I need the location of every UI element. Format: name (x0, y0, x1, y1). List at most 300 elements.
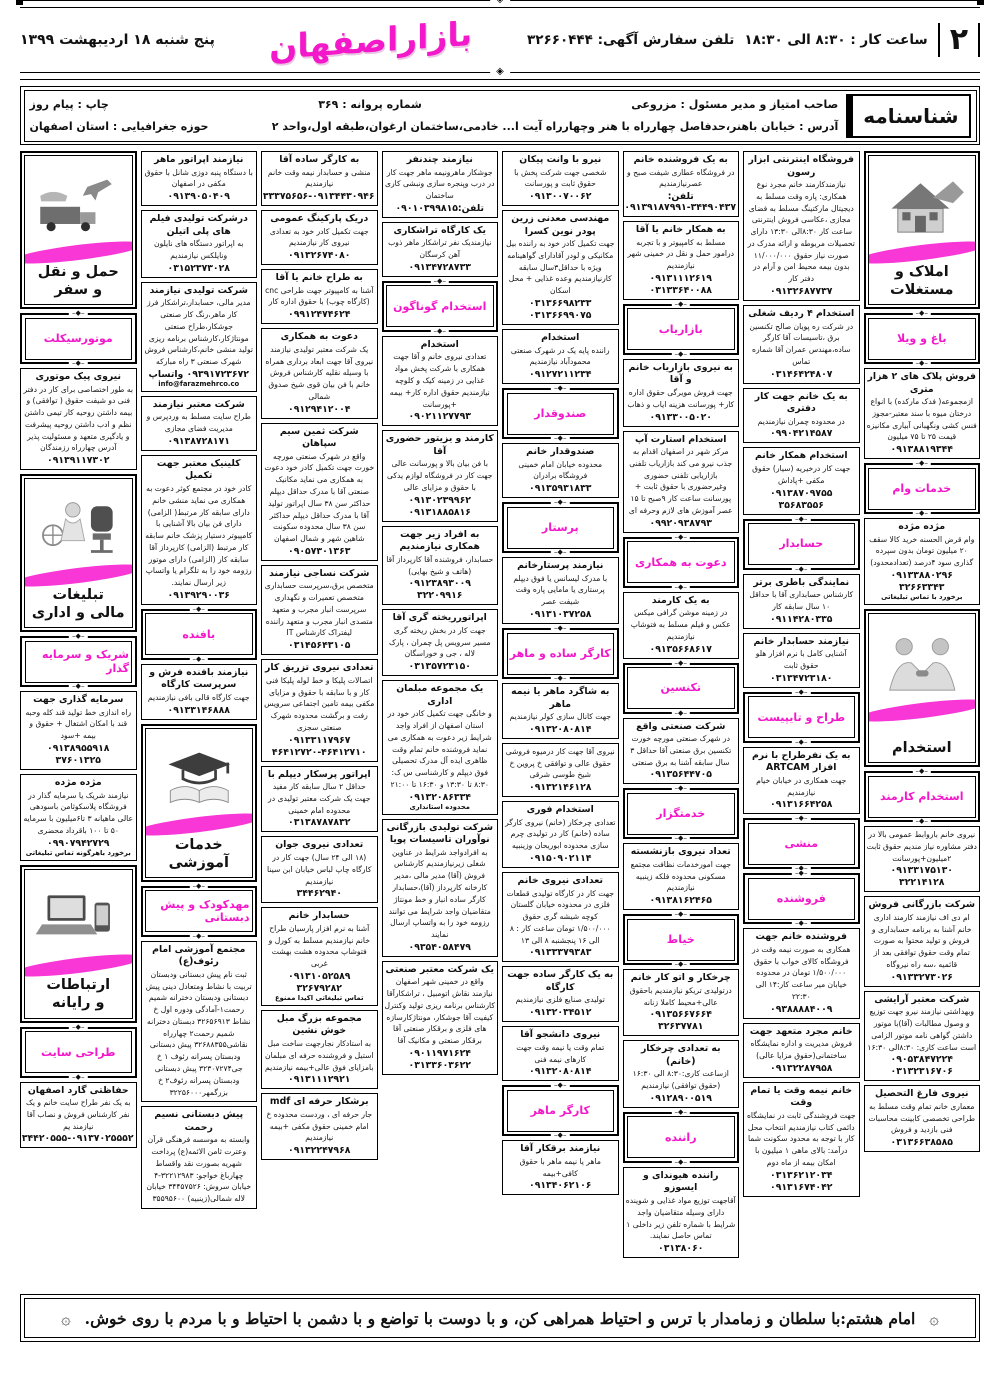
ad-title: به یک کارمند (651, 594, 710, 606)
page-footer (20, 1294, 980, 1342)
ad-body: معماری خانم تمام وقت مسلط به طراحی تخصصی کابینت محاسبات فنی بازدید و فروش (868, 1101, 976, 1135)
ad-title: کارمند و یزیتور حضوری آقا (385, 433, 494, 457)
ad-body: ازساعت کاری:۸:۳۰ الی ۱۶:۳۰ (حقوق توافقی) نیازمندیم (632, 1069, 729, 1091)
ad-box (261, 907, 378, 1006)
category-label-frame (507, 507, 615, 549)
ad-body: به استادکار نجارجهت ساخت مبل استیل و فروشنده حرفه ای مبلمان بامزایای فوق عالی+بیمه نیازمندیم (265, 1038, 374, 1072)
ad-box (382, 336, 499, 426)
ad-body: به اپراتور دستگاه های نایلون ونایلکس نیازمندیم (154, 239, 244, 260)
ad-body: منشی و حسابدار نیمه وقت خانم نیازمندیم (267, 167, 371, 189)
ad-title: استخدام (541, 332, 580, 343)
ad-title: چرخکار و اتو کار خانم (630, 972, 731, 984)
ad-box (20, 691, 137, 770)
ad-body: نیازمندیک نفر تراشکار ماهر ذوب آهن کرسگان (388, 238, 492, 260)
ad-body: جهت فروش مویرگی حقوق اداره کار+ پورسانت هزینه ایاب و ذهاب (627, 388, 735, 409)
ad-box (864, 1085, 981, 1152)
work-hours: ساعت کار : ۸:۳۰ الی ۱۸:۳۰ (744, 32, 928, 48)
ad-title: تعدادی نیروی جوان (275, 839, 364, 851)
category-image-label: استخدام (891, 739, 952, 756)
ad-phone: ۰۹۱۳۲۲۴۷۹۶۸ (288, 1145, 351, 1157)
category-label-box (20, 313, 137, 364)
ad-phone: ۰۹۹۱۲۴۷۴۶۲۴ (288, 309, 351, 321)
ad-box (382, 819, 499, 957)
ad-title: فروش پلاک های ۲ هزار متری (867, 371, 976, 395)
category-image-frame (868, 613, 977, 763)
ad-title: حسابدار خانم (288, 910, 350, 922)
ad-title: نیرو با وانت پیکان (519, 154, 602, 165)
category-label: –◆– طراح و تایپیست (757, 710, 846, 724)
category-image-box (864, 609, 981, 767)
ad-body: کارشناس حسابداری آقا با حداقل ۱۰ سال سابقه کار (749, 590, 854, 611)
category-label-box (382, 281, 499, 332)
newspaper-logo: بازاراصفهان (269, 13, 473, 67)
ad-title: صندوقدار خانم (526, 446, 595, 458)
ad-box (743, 1082, 860, 1197)
ad-body: در فروشگاه عطاری شیفت صبح و عصرنیازمندیم (627, 167, 735, 189)
ad-title: شرکت نساجی نیازمند (269, 567, 370, 579)
ad-title: شرکت ثمین سیم سپاهان (279, 425, 359, 450)
ad-body: جهت تکمیل کادر خود به تعدادی نیروی کار نیازمندیم (269, 226, 369, 248)
ad-title: پیش دبستانی نسیم رحمت (154, 1109, 244, 1133)
ad-box (382, 222, 499, 277)
ad-box (864, 368, 981, 459)
ad-box (261, 565, 378, 655)
ad-body: شخصی جهت شرکت پخش با حقوق ثابت و پورسانت (514, 167, 607, 189)
ad-body: حسابدار، فروشنده آقا کارپرداز آقا (هاتف و شیخ بهایی) (386, 554, 494, 576)
ad-body: با مدرک لیسانس یا فوق دیپلم پرستاری یا مامایی پاره وقت شیفت عصر (513, 573, 608, 607)
ad-phone: ۰۹۳۸۸۸۸۴۰۰۹ (770, 1003, 833, 1015)
ad-box (141, 282, 258, 392)
ad-phone: ۰۹۱۳۲۰۳۴۵۱۲ (529, 1007, 592, 1019)
ad-title: شرکت معتبر آرایشی (874, 993, 970, 1005)
ad-title: نیازمند بافنده فرش و سرپرست کارگاه (149, 666, 249, 691)
ad-box (502, 210, 619, 325)
category-label: –◆– تکنسین (660, 681, 702, 695)
ad-body: متخصص برق،سرپرست حسابداری متخصص تعمیرات و نگهداری سرپرست انبار مجرب و متعهد متصدی انبار مجرب و متعهد راننده لیفتراک کارشناس IT (264, 581, 374, 638)
category-label-box (743, 692, 860, 743)
ad-phone: ۰۳۱۳۳۶۴۰۰۸۸ (649, 284, 712, 296)
category-label: –◆– فروشنده (776, 892, 826, 906)
ad-body: وبهداشتی نیازمند نیرو جهت توزیع و وصول مطالبات (آقا)با موتور داشتن گواهی نامه موتور الزامی است ساعت کاری: ۸:۳۰الی ۱۶:۳۰ (867, 1007, 977, 1052)
ad-title: تعدادی نیروی تزریق کار (265, 662, 374, 674)
category-label: –◆– طراحی سایت (40, 1045, 116, 1059)
page-header (20, 10, 980, 70)
ad-phone: ۰۹۱۳۵۹۳۱۸۳۳ (529, 483, 592, 495)
ad-body: ام دی اف نیازمند کارمند اداری خانم آشنا به برنامه حسابداری و فروش و تولید محتوا به صورت تمام وقت حقوق توافقی بعد از قائمیه ،سه راه نیروگاه (871, 912, 972, 969)
ad-body: همکاری به صورت نیمه وقت در فروشگاه کالای خواب با حقوق ۱/۵۰۰/۰۰۰ تومان در محدوده خیابان میر ساعت کار:۱۴ الی ۲۲:۳۰ (751, 944, 851, 1001)
ad-body: جهت کارگاه قالی بافی نیازمندیم (147, 693, 250, 702)
category-label-box (864, 463, 981, 514)
category-label: –◆– مهدکودک و پیش دبستانی (160, 898, 250, 925)
ad-phone: ۰۹۰۵۷۳۰۱۳۶۳ (288, 545, 351, 557)
ad-title: نیازمند حسابدار خانم (753, 635, 850, 647)
ad-phone: ۰۹۱۵۰۹۰۲۱۱۴ (529, 853, 592, 864)
ad-box (864, 991, 981, 1082)
ad-body: نیازمند شریک یا سرمایه گذار در فروشگاه پلاسکوثامن باسودهی عالی ماهیانه ۳ تا۶میلیون با سرمایه ۵۰ تا ۱۰۰ باقرداد محضری (23, 790, 134, 835)
ad-body: تمام وقت یا نیمه وقت جهت کارهای نیمه فنی (516, 1042, 605, 1064)
ad-body: جهت تکمیل کادر خود به راننده بیل مکانیکی و لودر آقادارای گواهینامه ویژه با حداقل۳سال سابقه کارنیازمندیم وعده غذایی + محل اسکان (506, 239, 615, 296)
ad-box (382, 430, 499, 521)
category-label-box (743, 519, 860, 570)
ad-body: با فن بیان بالا و پورسانت عالی جهت کار در فروشگاه لوازم یدکی با حقوق و مزایای عالی (387, 459, 493, 492)
masthead (20, 86, 980, 145)
ad-phone: ۰۹۱۳۹۰۵۰۴۰۹ (167, 191, 230, 203)
category-label-box (623, 663, 740, 714)
ad-phone: ۰۹۱۲۸۹۰۰۵۱۹ (649, 1092, 712, 1104)
ad-box (623, 431, 740, 533)
ad-order-phone: تلفن سفارش آگهی: ۳۲۶۶۰۴۴۴ (526, 32, 735, 48)
ad-box (261, 1010, 378, 1089)
ad-box (382, 526, 499, 606)
ad-box (261, 766, 378, 833)
ad-title: به کارگر ساده آقا (279, 154, 360, 165)
category-label: –◆– منشی (784, 837, 819, 851)
ad-box (623, 151, 740, 217)
footer-quote: امام هشتم:با سلطان و زمامدار با ترس و احتیاط همراهی کن، و با دوست با تواضع و با دشمن با احتیاط و با مردم با روی خوش. (84, 1308, 916, 1328)
ad-box (623, 969, 740, 1036)
ad-box (623, 592, 740, 659)
corner-mark-left (16, 0, 23, 5)
ad-title: حفاظتی گارد اصفهان (27, 1084, 129, 1096)
ad-body: نیازمندکارمند خانم مجرد نوع همکاری: پاره وقت مسلط به دیجیتال مارکتینگ مسلط به فضای مجازی ،عکاسی فروش اینترنتی ساعت کار ۸:۳۰الی ۱۳:۳۰ دارای تحصیلات مربوطه و ارائه مدرک در صورت نیاز حقوق ۱۱/۰۰۰/۰۰۰ بدون بیمه محیط امن و آرام در دفتر کار (747, 180, 855, 284)
category-image-frame (145, 728, 254, 878)
category-image-box (20, 151, 137, 309)
category-label-box (141, 609, 258, 660)
category-label: –◆– باغ و ویلا (896, 331, 947, 345)
ad-phone: ۰۹۱۲۷۲۱۱۲۳۴ (529, 369, 592, 381)
ad-phone: ۰۹۱۳۰۰۷۰۰۶۲ (529, 191, 592, 203)
ad-phone: ۰۹۱۳۹۲۹۰۰۳۶ (167, 589, 230, 601)
ad-title: دعوت به همکاری (280, 331, 358, 343)
ad-box (141, 664, 258, 720)
ad-phone: ۳۳۳۷۵۶۵۶-۰۹۱۳۴۴۳۰۹۴۶ (262, 191, 375, 203)
ad-title: نیروی دانشجو آقا (520, 1029, 601, 1041)
category-label: –◆– صندوقدار (534, 406, 587, 420)
ad-body: و خانگی جهت تکمیل کادر خود در استان اصفهان از افراد واجد شرایط زیر دعوت به همکاری می نماید فروشنده خانم تمام وقت ظاهری ایده آل مدرک تحصیلی فوق دیپلم و کارشناسی س ک: ۸:۳۰ تا ۱۳:۳۰ و ۱۶:۳۰ تا ۲۱:۰۰ (387, 709, 492, 789)
category-label: –◆– کارگر ساده و ماهر (509, 646, 611, 660)
ad-phone: ۰۹۱۳۸۹۵۵۹۱۸ (47, 742, 110, 754)
corner-mark-right (977, 0, 984, 5)
category-label-box (623, 1112, 740, 1163)
ad-title: فروشگاه اینترنتی ابزار رسون (748, 154, 854, 178)
ad-box (623, 221, 740, 300)
ad-body: جوشکار ماهرونیمه ماهر جهت کار در درب وپنجره سازی ونبشی کاری ساختمان (385, 167, 495, 201)
category-label-frame (627, 541, 735, 583)
category-label-frame (868, 468, 976, 510)
ad-phone: ۰۳۱۳۵۷۲۳۱۵۰ (408, 661, 471, 673)
column-realestate-loans-employment (864, 151, 981, 1287)
ad-body: حداقل ۲ سال سابقه کار مفید جهت یک شرکت معتبر تولیدی در محدوده امام خمینی (268, 782, 371, 815)
ad-box (502, 872, 619, 962)
ad-body: ثبت نام پیش دبستانی ودبستان تربیت با نشاط ومتعادل دینی پیش دبستانی ودبستان دخترانه شمیم رحمت۱-آمادگی ودوره اول خ نشاط ۳۲۶۵۶۹۱۳ دبستان دخترانه شمیم رحمت۲ چهارراه نقاشی۳۲۶۸۸۳۵۵ پیش دبستانی ودبستان پسرانه رئوف ۱ خ جی۳۲۳۰۷۲۷۴ پیش دبستانی ودبستان پسرانه رئوف۲ خ بزرگمهر۳۲۲۵۶۰۰۰ (145, 969, 252, 1097)
ad-body: تعدادی چرخکار (خانم) نیروی کارگر ساده (خانم) کار در تولیدی چرم سازی محدوده ابوریحان وزینبیه (505, 817, 616, 851)
ad-title: دریک پارکینگ عمومی (270, 213, 369, 225)
ad-phone: ۰۹۱۳۳۱۴۶۸۸۸ (167, 704, 230, 716)
ad-phone: ۰۹۱۳۲۲۸۷۹۵۸ (770, 1062, 833, 1074)
ad-title: کلینیک معتبر جهت تکمیل (156, 457, 241, 482)
ad-title: شرکت تولیدی نیازمند (149, 284, 248, 296)
category-label-box (743, 818, 860, 869)
ad-title: فروشنده خانم جهت (755, 931, 848, 943)
category-label-box (502, 628, 619, 679)
ad-body: وام قرض الحسنه خرید کالا سقف ۲۰ میلیون تومان بدون سپرده گذاری سود ۴درصد (تعدادمحدود) (869, 534, 975, 568)
ad-body: در شرکت ره پویان صالح تکنسین برق ،تاسیسات آقا کارگر ساده،مهندس عمران آقا شماره تماس (749, 321, 854, 366)
ad-title: اپراتورریخته گری آقا (392, 612, 487, 624)
ad-title: به شاگرد ماهر یا نیمه ماهر (511, 686, 610, 710)
column-accounting-sales (743, 151, 860, 1287)
ad-phone: ۳۷۶۰۱۳۲۵ (55, 754, 101, 766)
ad-body: واقع در شهرک صنعتی مورچه خورت جهت تکمیل کادر خود دعوت به همکاری می نماید مکانیک صنعتی آقا با مدرک حداقل دیپلم حداکثر سن ۳۸ سال اپراتور تولید آقا با مدرک حداقل دیپلم حداکثر سن ۳۸ سال محدوده سکونت شاهین شهر و شمال اصفهان (264, 451, 375, 544)
category-label-frame (386, 285, 494, 327)
category-image-box (20, 474, 137, 632)
ad-phone: ۰۹۱۳۵۶۶۷۶۶۴ (649, 1009, 712, 1021)
ad-body: کادر خود در مجتمع کوثر دعوت به همکاری می نماید منشی خانم دارای سابقه کار مرتبط( الزامی) دارای فن بیان بالا آشنایی با کامپیوتر دستیار پزشک خانم سابقه کار مرتبط (الزامی) کارپرداز آقا سابقه کار (الزامی) دارای موتور رزومه خود را به تلگرام یا واتساپ زیر ارسال نمایند. (145, 484, 253, 588)
ad-title: مجتمع آموزشی امام رئوف(ع) (152, 943, 246, 968)
category-label: –◆– استخدام کارمند (879, 789, 964, 803)
ad-title: شرکت صنعتی واقع (636, 720, 726, 732)
ad-title: مهندسی معدنی زرین پودر نوین کسرا (511, 213, 610, 237)
ad-phone: ۳۵۶۸۳۵۵۶ (778, 499, 824, 511)
masthead-owner: صاحب امتیاز و مدیر مسئول : مزروعی (631, 98, 839, 111)
ad-phone: ۰۹۱۳۱۱۱۲۹۲۱ (288, 1074, 351, 1086)
ad-body: فروش مدیریت و اداره نمایشگاه ساختمانی(حقوق مزایا عالی) (750, 1039, 852, 1060)
ad-title: استخدام ۴ ردیف شغلی (748, 307, 855, 319)
ad-title: به نیروی بازاریاب خانم و آقا (628, 361, 733, 386)
ad-box (20, 774, 137, 861)
footer-ornament-left: ۞ (61, 1308, 71, 1328)
ad-title: شرکت معتبر نیازمند (152, 398, 245, 410)
ad-phone: ۰۹۱۳۳۰۰۵۰۲۰ (649, 411, 712, 423)
ad-box (141, 151, 258, 206)
ad-title: یک شرکت معتبر صنعتی (385, 963, 494, 975)
ad-body: تولیدی صنایع فلزی نیازمندیم (515, 995, 605, 1005)
category-label: –◆– خدمات وام (892, 482, 952, 496)
ad-body: آشنا به کامپیوتر جهت طراحی cnc (کارگاه چوب) با حقوق اداره کار (265, 285, 374, 307)
ad-body: با دستگاه پنبه دوزی شانل با حقوق مکفی در اصفهان (144, 167, 253, 189)
ad-phone: ۳۲۶۷۹۲۸۲ (296, 982, 342, 994)
ad-title: استخدام همکار خانم (754, 450, 848, 462)
ad-body: ازمجموعه( فدک مارکده) با انواع درختان میوه با سند معتبر-مجوز فنس کشی ونگهبانی آبیاری مکانیزه قیمت ۲۵ تا ۷۵ میلیون (866, 397, 977, 442)
ad-phone: ۰۳۱۳۳۶۰۳۶۲۲ (408, 1059, 471, 1071)
category-label-frame (25, 641, 133, 683)
ad-phone: ۰۹۱۳۸۷۰۹۷۵۵ (770, 487, 833, 499)
category-label-frame (627, 793, 735, 835)
category-label-frame (627, 667, 735, 709)
ad-body: به افرادواجد شرایط در عناوین شغلی زیرنیازمندیم کارشناس فروش (آقا) مدیر مالی ،مدیر کارخانه کارپرداز (آقا)،حسابدار کارگر ساده انبار و خط مونتاژ متقاضیان واجد شرایط می توانند رزومه خود را به واتساپ ارسال نمایند (388, 847, 491, 940)
ad-phone: تلفن:۰۹۰۱۰۳۹۹۸۱۵ (395, 202, 484, 214)
ad-title: نیازمند چندنفر (406, 154, 473, 165)
ad-body: جهت فروشندگی ثابت در نمایشگاه دائمی کتاب نیازمندیم انتخاب محل کار با توجه به محدود سکونت شما درآمد: بالای ماهی ۱ میلیون با امکان بیمه از ماه دوم (746, 1110, 856, 1167)
ad-body: نیروی خانم باروابط عمومی بالا در دفتر مشاوره نیاز مندیم حقوق ثابت ۲میلیون+پورسانت (866, 830, 977, 863)
ad-title: مژده مژده (54, 776, 102, 788)
ad-phone: ۰۹۱۳۳۲۷۳۰۲۶ (890, 971, 953, 983)
ad-box (141, 941, 258, 1103)
ad-title: به یک کارگر ساده جهت کارگاه (507, 969, 614, 993)
ad-body: نیروی آقا جهت کار درمیوه فروشی حقوق عالی و توافقی خ پروین خ شیخ طوسی شرقی (505, 746, 615, 780)
ad-phone: تلفن: ۳۴۴۹۰۴۳۷-۰۹۱۳۹۱۸۷۹۹۱ (624, 191, 736, 214)
ad-box (502, 443, 619, 498)
ad-box (743, 1023, 860, 1078)
ad-phone: ۳۴۴۶۲۹۴۰ (296, 888, 342, 900)
category-label-box (141, 886, 258, 937)
ad-box (743, 633, 860, 688)
ad-phone: ۰۳۱۳۲۳۱۶۷۰۶ (890, 1066, 953, 1078)
ad-phone: ۰۹۱۳۸۱۶۲۴۶۵ (649, 895, 712, 907)
masthead-printer: چاپ : پیام روز (29, 98, 109, 111)
category-label-box (20, 1027, 137, 1078)
ad-title: سرمایه گذاری جهت (33, 694, 124, 706)
masthead-region: حوزه جغرافیایی : استان اصفهان (29, 120, 209, 133)
ad-phone: ۰۹۰۱۱۹۷۱۶۲۴ (408, 1047, 471, 1059)
ad-title: به طراح خانم یا آقا (275, 272, 363, 284)
category-label-frame (868, 776, 976, 818)
ad-box (743, 928, 860, 1018)
ad-title: به یک نفرطراح با نرم افزار ARTCAM (751, 749, 851, 774)
ad-phone: ۰۹۱۳۲۶۸۷۷۳۷ (770, 285, 833, 297)
handshake-icon (869, 618, 976, 710)
ad-box (623, 1040, 740, 1108)
category-label: –◆– شریک و سرمایه گذار (42, 648, 129, 675)
ad-title: یک مجموعه مبلمان اداری (396, 683, 484, 707)
category-label-box (623, 537, 740, 588)
ad-phone: ۰۹۱۳۱۰۵۲۵۸۹ (288, 970, 351, 982)
ad-box (864, 518, 981, 605)
column-drivers-workers (502, 151, 619, 1287)
category-image-frame (24, 155, 133, 305)
ad-phone: ۰۹۱۳۲۰۸۰۸۱۴ (529, 723, 592, 735)
ad-phone: ۰۳۱۳۸۰۶۰ (658, 1243, 704, 1255)
ad-body: وابسته به موسسه فرهنگی قرآن وعترت ثامن الائمه(ع) پرداخت شهریه بصورت نقد واقساط چهارباغ خواجو: ۳۲۲۱۲۹۸۳-۴ خیابان سروش: ۳۴۴۵۷۵۲۶ خیابان لاله شمالی(زینبیه) ۳۵۵۹۵۶۰۰ (146, 1135, 252, 1204)
ad-phone: ۰۹۱۳۱۶۶۴۲۵۸ (770, 799, 833, 811)
category-label-frame (145, 613, 253, 655)
ad-phone: ۰۹۱۳۳۱۷۵۱۳۰ (890, 865, 953, 877)
ad-title: تعداد نیروی بازنشسته (630, 846, 731, 858)
category-label-box (502, 1085, 619, 1136)
ad-box (502, 683, 619, 739)
ad-phone: ۰۹۱۳۴۰۶۲۱۰۶ (529, 1180, 592, 1192)
ad-phone: ۰۹۱۳۲۶۷۴۰۸۰ (288, 250, 351, 262)
masthead-license: شماره پروانه : ۳۶۹ (318, 98, 422, 111)
ad-title: اپراتور پرسکار دیپلم با (267, 768, 371, 780)
ad-phone: ۰۹۱۲۳۸۹۳۰۰۹ (408, 578, 471, 590)
classifieds-grid (20, 151, 980, 1287)
ad-body: جهت امورخدمات نظافت مجتمع مسکونی محدوده فلکه زینبیه نیازمندیم (630, 859, 731, 893)
ad-title: نیازمند اپراتور ماهر (154, 154, 244, 165)
ad-title: نیروی پیک موتوری (35, 371, 121, 382)
ad-body: درتولیدی تریکو نیازمندیم باحقوق عالی+محیط کاملا زنانه (629, 985, 732, 1007)
ad-body: آشنایی کامل با نرم افزار هلو حقوق ثابت (755, 649, 847, 670)
ad-body: راننده پایه یک در شهرک صنعتی محمودآباد نیازمندیم (510, 345, 610, 367)
ad-box (382, 151, 499, 218)
ad-phone: ۰۹۱۳۳۱۱۷۹۶۷ (288, 734, 351, 746)
ad-phone: ۰۹۰۲۱۱۲۷۷۹۳ (408, 411, 471, 423)
ad-phone: ۰۹۹۲۰۹۳۸۷۹۳ (649, 517, 712, 529)
category-image-frame (868, 155, 977, 305)
category-image-label: املاک و مستغلات (890, 263, 954, 298)
category-label-frame (507, 1090, 615, 1132)
ad-phone: ۳۲۲۱۴۱۲۸ (899, 877, 945, 889)
ad-phone: ۰۹۱۳۸۷۲۸۱۷۱ (167, 435, 230, 447)
ad-phone: ۰۹۱۳۵۶۶۸۶۱۷ (649, 643, 712, 655)
ad-note: info@farazmehrco.co (158, 379, 240, 388)
category-label: –◆– حسابدار (779, 537, 824, 551)
category-label-frame (627, 1116, 735, 1158)
ad-phone: ۰۹۱۱۴۲۸۰۳۳۵ (770, 613, 833, 625)
ad-box (382, 609, 499, 676)
ad-box (623, 718, 740, 785)
column-industrial-jobs (261, 151, 378, 1287)
ad-box (864, 896, 981, 986)
ad-body: یک شرکت معتبر تولیدی نیازمند نیروی آقا جهت ابعاد برداری همراه با وسیله نقلیه کارشناس فروش خانم با فن بیان قوی شیخ صدوق شمالی (265, 344, 374, 401)
ad-body: طراح سایت مسلط به وردپرس و مدیریت فضای مجازی (146, 412, 251, 434)
ad-phone: ۰۹۱۳۱۸۸۵۸۱۶ (408, 506, 471, 518)
ad-phone: ۰۳۱۴۶۴۲۴۸۰۷ (770, 368, 833, 380)
category-label-box (864, 771, 981, 822)
ad-box (141, 210, 258, 278)
ad-phone: ۳۲۲۰۹۹۱۶ (417, 590, 463, 602)
masthead-label: شناسنامه (846, 94, 970, 138)
ad-box (261, 1093, 378, 1160)
ad-body: جهت کانال سازی کولر نیازمندیم (509, 712, 611, 722)
ad-box (502, 1026, 619, 1081)
ad-box (382, 961, 499, 1075)
ad-title: خانم مجرد متعهد جهت (749, 1025, 853, 1037)
category-label-box (623, 788, 740, 839)
ad-body: ماهر یا نیمه ماهر با حقوق کافی+بیمه (519, 1156, 601, 1178)
column-technical-jobs (382, 151, 499, 1287)
ad-box (20, 1082, 137, 1149)
ad-title: برشکار حرفه ای mdf (269, 1096, 369, 1108)
category-image-box (20, 865, 137, 1023)
ad-phone: ۰۳۱۳۶۶۹۹۰۷۵ (529, 310, 592, 321)
ad-body: (۱۸ الی ۲۴ سال) جهت کار در کارگاه چاپ لباس خیابان ابن سینا نیازمندیم (267, 852, 372, 886)
ad-body: جار حرفه ای ، وردست محدوده خ امام خمینی حقوق مکفی +بیمه نیازمندیم (266, 1109, 373, 1143)
ad-body: به طور اختصاصی برای کار در دفتر فنی دو شیفت حقوق ( توافقی) و بیمه داشتن روحیه کار تیمی داشتن نظم و ادب داشتن روحیه پیشرفت و یادگیری متعهد و مسئولیت پذیر آدرس چهارراه رزمندگان (23, 384, 134, 453)
category-label-box (502, 502, 619, 553)
ad-phone: ۰۹۳۹۱۷۲۳۶۷۲ واتساپ (148, 368, 249, 380)
ad-body: در زمینه موشن گرافی میکس عکس و فیلم مسلط به فتوشاپ نیازمندیم (630, 608, 731, 641)
ad-phone: ۰۹۹۰۴۲۱۴۵۸۷ (770, 428, 833, 440)
ad-body: آقاجهت توزیع مواد غذایی و شوینده دارای وسیله متقاضیان واجد شرایط با شماره تلفن زیر داخلی ۱ تماس حاصل نمایند. (625, 1196, 736, 1241)
ad-body: مدیر مالی، حسابدار،تراشکار فرز کار ماهر،رنگ کار صنعتی جوشکار،طراح صنعتی مونتاژکار،کارشناس برنامه ریزی تولید منشی خانم،کارشناس فروش شهرک صنعتی ۳ راه مبارکه (144, 298, 254, 367)
ad-box (261, 151, 378, 206)
ad-title: به همکار خانم یا آقا (635, 224, 726, 236)
ad-title: به افراد زیر جهت همکاری نیازمندیم (399, 528, 481, 553)
ad-box (864, 826, 981, 892)
ad-phone: ۰۹۱۳۰۲۳۹۹۶۲ (408, 494, 471, 506)
ad-box (502, 557, 619, 624)
ad-body: اتصالات پلیکا و خط لوله پلیکا فنی کار و با سابقه با حقوق و مزایای مکفی بیمه تامین اجتماعی سرویس رفت و برگشت محدوده شهرک صنعتی سجزی (264, 675, 375, 732)
ad-phone: ۰۹۱۳۵۶۴۴۷۰۵ (649, 769, 712, 781)
ad-title: تعدادی نیروی خانم (517, 875, 603, 886)
footer-ornament-right: ۞ (929, 1308, 939, 1328)
ad-phone: ۰۹۱۳۲۰۸۶۳۳۴ (408, 791, 471, 803)
ad-title: استخدام (420, 338, 459, 350)
computer-icon (25, 874, 132, 966)
ad-phone: ۰۳۱۴۵۶۴۳۱۰۵ (288, 640, 351, 652)
ad-body: در محدوده چمران نیازمندیم (757, 416, 845, 426)
category-label-frame (507, 393, 615, 435)
category-label-frame (25, 318, 133, 360)
ad-body: آشنا به نرم افزار پارسیان طراح خانم نیازمندیم مسلط به کورل و فتوشاپ محدوده هشت بهشت غربی (268, 923, 370, 969)
ad-box (502, 743, 619, 797)
column-production-education (141, 151, 258, 1287)
ad-title: نیروی فارغ التحصیل (874, 1088, 969, 1100)
category-label: –◆– موتورسیکلت (43, 331, 113, 345)
ad-phone: ۰۹۱۳۴۷۲۸۷۳۳ (408, 261, 471, 273)
ad-body: جهت همکاری در خیابان خیام نیازمندیم (756, 775, 847, 797)
ad-box (261, 328, 378, 418)
